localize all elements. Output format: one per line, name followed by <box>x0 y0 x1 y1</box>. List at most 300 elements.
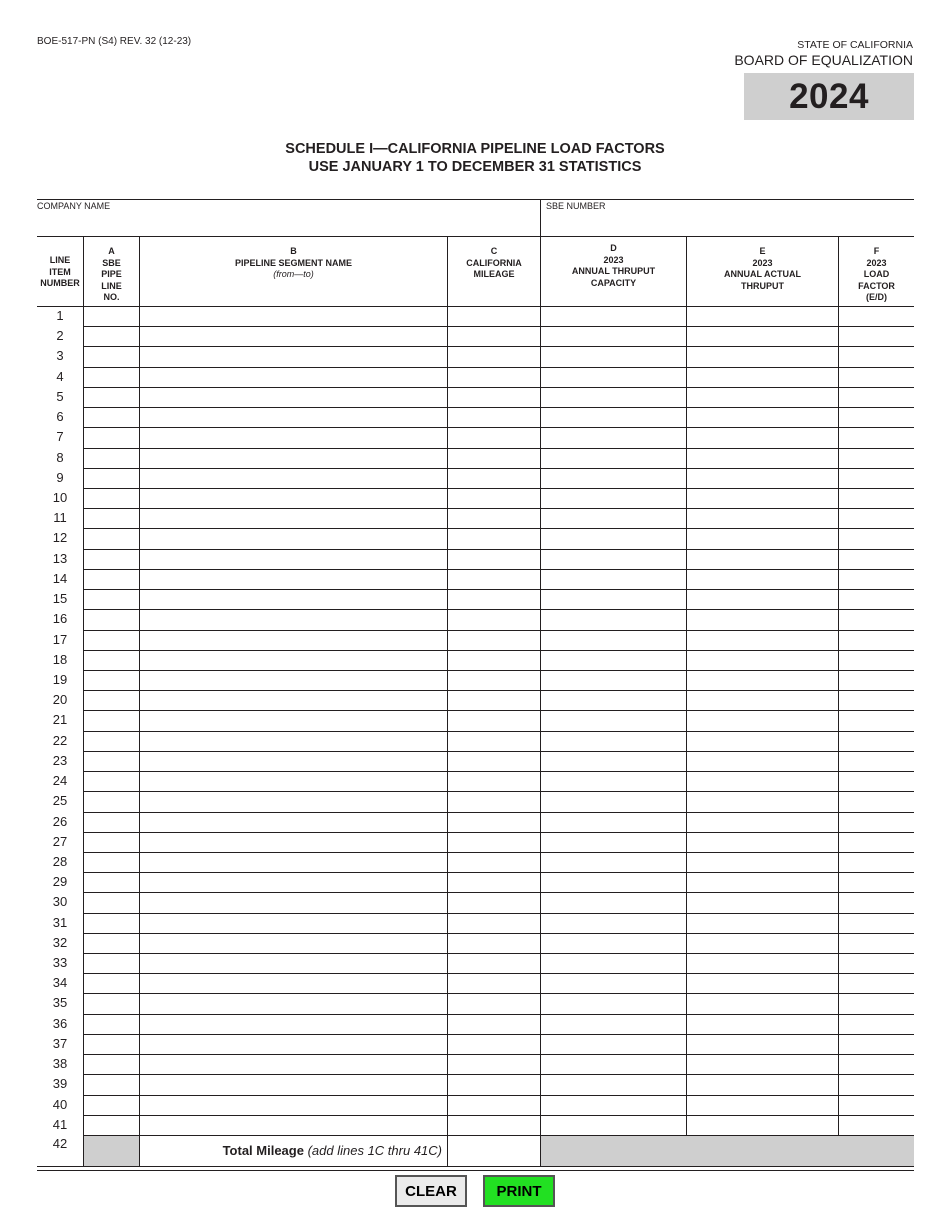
row-number: 39 <box>52 1076 68 1092</box>
row-20-col-c-input[interactable] <box>449 691 539 709</box>
row-5-col-b-input[interactable] <box>141 388 446 406</box>
row-41-col-e-input[interactable] <box>688 1116 837 1134</box>
column-divider <box>139 236 140 1166</box>
row-38-col-c-input[interactable] <box>449 1055 539 1073</box>
row-18-col-c-input[interactable] <box>449 651 539 669</box>
row-number: 14 <box>52 570 68 586</box>
row-27-col-c-input[interactable] <box>449 833 539 851</box>
row-14-col-a-input[interactable] <box>85 570 138 588</box>
row-28-col-e-input[interactable] <box>688 853 837 871</box>
row-9-col-d-input[interactable] <box>542 469 685 487</box>
row-10-col-c-input[interactable] <box>449 489 539 507</box>
row-6-col-e-input[interactable] <box>688 408 837 426</box>
row-number: 1 <box>56 308 64 323</box>
row-7-col-c-input[interactable] <box>449 428 539 446</box>
row-35-col-b-input[interactable] <box>141 994 446 1012</box>
header-text: E <box>759 246 766 256</box>
row-6-col-b-input[interactable] <box>141 408 446 426</box>
header-text: (E/D) <box>866 292 887 302</box>
divider <box>37 1170 914 1171</box>
row-36-col-d-input[interactable] <box>542 1015 685 1033</box>
row-36-col-b-input[interactable] <box>141 1015 446 1033</box>
row-28-col-d-input[interactable] <box>542 853 685 871</box>
row-33-col-b-input[interactable] <box>141 954 446 972</box>
row-9-col-f-input[interactable] <box>840 469 913 487</box>
row-34-col-d-input[interactable] <box>542 974 685 992</box>
row-16-col-c-input[interactable] <box>449 610 539 628</box>
row-32-col-c-input[interactable] <box>449 934 539 952</box>
row-12-col-b-input[interactable] <box>141 529 446 547</box>
row-23-col-c-input[interactable] <box>449 752 539 770</box>
row-41-col-f-input[interactable] <box>840 1116 913 1134</box>
row-21-col-d-input[interactable] <box>542 711 685 729</box>
divider <box>37 1166 914 1167</box>
total-label-note: (add lines 1C thru 41C) <box>307 1143 442 1158</box>
row-25-col-b-input[interactable] <box>141 792 446 810</box>
row-30-col-a-input[interactable] <box>85 893 138 911</box>
row-number: 36 <box>52 1015 68 1031</box>
row-29-col-a-input[interactable] <box>85 873 138 891</box>
row-4-col-a-input[interactable] <box>85 368 138 386</box>
row-number: 33 <box>52 955 68 971</box>
row-26-col-f-input[interactable] <box>840 813 913 831</box>
row-9-col-e-input[interactable] <box>688 469 837 487</box>
row-23-col-a-input[interactable] <box>85 752 138 770</box>
row-23-col-d-input[interactable] <box>542 752 685 770</box>
row-19-col-f-input[interactable] <box>840 671 913 689</box>
total-label-bold: Total Mileage <box>222 1143 304 1158</box>
row-4-col-c-input[interactable] <box>449 368 539 386</box>
row-40-col-c-input[interactable] <box>449 1096 539 1114</box>
row-21-col-c-input[interactable] <box>449 711 539 729</box>
row-27-col-b-input[interactable] <box>141 833 446 851</box>
row-15-col-f-input[interactable] <box>840 590 913 608</box>
row-16-col-f-input[interactable] <box>840 610 913 628</box>
row-4-col-b-input[interactable] <box>141 368 446 386</box>
row-37-col-f-input[interactable] <box>840 1035 913 1053</box>
row-29-col-d-input[interactable] <box>542 873 685 891</box>
row-22-col-f-input[interactable] <box>840 732 913 750</box>
row-10-col-b-input[interactable] <box>141 489 446 507</box>
row-3-col-b-input[interactable] <box>141 347 446 365</box>
row-39-col-b-input[interactable] <box>141 1075 446 1093</box>
row-25-col-d-input[interactable] <box>542 792 685 810</box>
row-27-col-f-input[interactable] <box>840 833 913 851</box>
row-15-col-e-input[interactable] <box>688 590 837 608</box>
row-17-col-d-input[interactable] <box>542 631 685 649</box>
row-28-col-b-input[interactable] <box>141 853 446 871</box>
row-17-col-b-input[interactable] <box>141 631 446 649</box>
row-8-col-f-input[interactable] <box>840 449 913 467</box>
row-28-col-f-input[interactable] <box>840 853 913 871</box>
print-button[interactable]: PRINT <box>483 1175 555 1207</box>
row-40-col-d-input[interactable] <box>542 1096 685 1114</box>
row-number: 8 <box>56 449 64 465</box>
row-27-col-e-input[interactable] <box>688 833 837 851</box>
row-35-col-f-input[interactable] <box>840 994 913 1012</box>
row-18-col-a-input[interactable] <box>85 651 138 669</box>
row-number: 13 <box>52 550 68 566</box>
row-10-col-e-input[interactable] <box>688 489 837 507</box>
row-35-col-e-input[interactable] <box>688 994 837 1012</box>
header-text: NUMBER <box>40 278 80 288</box>
row-16-col-e-input[interactable] <box>688 610 837 628</box>
row-3-col-f-input[interactable] <box>840 347 913 365</box>
row-13-col-f-input[interactable] <box>840 550 913 568</box>
row-9-col-a-input[interactable] <box>85 469 138 487</box>
row-20-col-a-input[interactable] <box>85 691 138 709</box>
row-11-col-b-input[interactable] <box>141 509 446 527</box>
row-29-col-f-input[interactable] <box>840 873 913 891</box>
row-30-col-b-input[interactable] <box>141 893 446 911</box>
row-7-col-f-input[interactable] <box>840 428 913 446</box>
row-4-col-f-input[interactable] <box>840 368 913 386</box>
row-12-col-c-input[interactable] <box>449 529 539 547</box>
row-number: 20 <box>52 692 68 708</box>
column-divider <box>83 236 84 1166</box>
row-9-col-b-input[interactable] <box>141 469 446 487</box>
row-22-col-a-input[interactable] <box>85 732 138 750</box>
row-15-col-b-input[interactable] <box>141 590 446 608</box>
row-19-col-e-input[interactable] <box>688 671 837 689</box>
row-35-col-c-input[interactable] <box>449 994 539 1012</box>
row-39-col-f-input[interactable] <box>840 1075 913 1093</box>
row-number: 4 <box>56 368 64 384</box>
row-2-col-a-input[interactable] <box>85 327 138 345</box>
row-6-col-f-input[interactable] <box>840 408 913 426</box>
header-text: SBE <box>102 257 121 268</box>
row-33-col-f-input[interactable] <box>840 954 913 972</box>
row-number: 5 <box>56 388 64 404</box>
row-25-col-a-input[interactable] <box>85 792 138 810</box>
row-3-col-d-input[interactable] <box>542 347 685 365</box>
row-14-col-c-input[interactable] <box>449 570 539 588</box>
row-30-col-d-input[interactable] <box>542 893 685 911</box>
row-39-col-e-input[interactable] <box>688 1075 837 1093</box>
row-12-col-a-input[interactable] <box>85 529 138 547</box>
row-32-col-f-input[interactable] <box>840 934 913 952</box>
row-11-col-f-input[interactable] <box>840 509 913 527</box>
row-12-col-f-input[interactable] <box>840 529 913 547</box>
row-15-col-c-input[interactable] <box>449 590 539 608</box>
row-number: 41 <box>52 1116 68 1132</box>
row-26-col-b-input[interactable] <box>141 813 446 831</box>
row-7-col-b-input[interactable] <box>141 428 446 446</box>
row-10-col-a-input[interactable] <box>85 489 138 507</box>
row-15-col-d-input[interactable] <box>542 590 685 608</box>
row-31-col-c-input[interactable] <box>449 914 539 932</box>
row-40-col-e-input[interactable] <box>688 1096 837 1114</box>
row-36-col-c-input[interactable] <box>449 1015 539 1033</box>
row-20-col-d-input[interactable] <box>542 691 685 709</box>
row-14-col-e-input[interactable] <box>688 570 837 588</box>
row-16-col-a-input[interactable] <box>85 610 138 628</box>
row-1-col-f-input[interactable] <box>840 307 913 325</box>
row-6-col-d-input[interactable] <box>542 408 685 426</box>
header-text: LINE <box>101 280 122 291</box>
row-25-col-e-input[interactable] <box>688 792 837 810</box>
row-37-col-e-input[interactable] <box>688 1035 837 1053</box>
row-21-col-e-input[interactable] <box>688 711 837 729</box>
clear-button[interactable]: CLEAR <box>395 1175 467 1207</box>
sbe-number-label: SBE NUMBER <box>546 201 606 211</box>
row-30-col-c-input[interactable] <box>449 893 539 911</box>
row-number: 31 <box>52 914 68 930</box>
row-number: 27 <box>52 833 68 849</box>
row-1-col-a-input[interactable] <box>85 307 138 325</box>
row-40-col-a-input[interactable] <box>85 1096 138 1114</box>
row-2-col-c-input[interactable] <box>449 327 539 345</box>
row-6-col-a-input[interactable] <box>85 408 138 426</box>
row-8-col-c-input[interactable] <box>449 449 539 467</box>
row-number: 18 <box>52 651 68 667</box>
row-21-col-a-input[interactable] <box>85 711 138 729</box>
schedule-subtitle: USE JANUARY 1 TO DECEMBER 31 STATISTICS <box>308 159 642 175</box>
row-number: 12 <box>52 530 68 546</box>
row-24-col-c-input[interactable] <box>449 772 539 790</box>
row-39-col-a-input[interactable] <box>85 1075 138 1093</box>
row-33-col-c-input[interactable] <box>449 954 539 972</box>
row-31-col-e-input[interactable] <box>688 914 837 932</box>
row-number: 19 <box>52 671 68 687</box>
divider <box>37 199 914 200</box>
row-22-col-d-input[interactable] <box>542 732 685 750</box>
row-31-col-f-input[interactable] <box>840 914 913 932</box>
row-36-col-e-input[interactable] <box>688 1015 837 1033</box>
column-divider <box>838 236 839 1136</box>
row-1-col-b-input[interactable] <box>141 307 446 325</box>
row-18-col-e-input[interactable] <box>688 651 837 669</box>
row-41-col-c-input[interactable] <box>449 1116 539 1134</box>
row-26-col-e-input[interactable] <box>688 813 837 831</box>
row-11-col-d-input[interactable] <box>542 509 685 527</box>
row-15-col-a-input[interactable] <box>85 590 138 608</box>
row-28-col-a-input[interactable] <box>85 853 138 871</box>
row-25-col-f-input[interactable] <box>840 792 913 810</box>
row-13-col-c-input[interactable] <box>449 550 539 568</box>
row-20-col-e-input[interactable] <box>688 691 837 709</box>
row-23-col-e-input[interactable] <box>688 752 837 770</box>
row-24-col-d-input[interactable] <box>542 772 685 790</box>
row-23-col-f-input[interactable] <box>840 752 913 770</box>
row-4-col-e-input[interactable] <box>688 368 837 386</box>
row-number: 28 <box>52 853 68 869</box>
row-3-col-e-input[interactable] <box>688 347 837 365</box>
row-16-col-d-input[interactable] <box>542 610 685 628</box>
row-34-col-e-input[interactable] <box>688 974 837 992</box>
row-37-col-b-input[interactable] <box>141 1035 446 1053</box>
row-38-col-b-input[interactable] <box>141 1055 446 1073</box>
header-text: C <box>490 246 498 256</box>
row-8-col-e-input[interactable] <box>688 449 837 467</box>
row-13-col-d-input[interactable] <box>542 550 685 568</box>
header-text: NO. <box>103 292 120 302</box>
row-19-col-a-input[interactable] <box>85 671 138 689</box>
row-14-col-d-input[interactable] <box>542 570 685 588</box>
row-17-col-e-input[interactable] <box>688 631 837 649</box>
row-27-col-a-input[interactable] <box>85 833 138 851</box>
row-19-col-c-input[interactable] <box>449 671 539 689</box>
row-11-col-a-input[interactable] <box>85 509 138 527</box>
row-number: 40 <box>52 1096 68 1112</box>
row-18-col-f-input[interactable] <box>840 651 913 669</box>
row-3-col-a-input[interactable] <box>85 347 138 365</box>
row-29-col-c-input[interactable] <box>449 873 539 891</box>
row-34-col-a-input[interactable] <box>85 974 138 992</box>
row-34-col-c-input[interactable] <box>449 974 539 992</box>
row-8-col-a-input[interactable] <box>85 449 138 467</box>
row-7-col-d-input[interactable] <box>542 428 685 446</box>
row-41-col-b-input[interactable] <box>141 1116 446 1134</box>
header-text: B <box>290 246 297 256</box>
row-13-col-b-input[interactable] <box>141 550 446 568</box>
row-number: 16 <box>52 611 68 627</box>
row-number: 30 <box>52 894 68 910</box>
row-4-col-d-input[interactable] <box>542 368 685 386</box>
row-26-col-a-input[interactable] <box>85 813 138 831</box>
row-2-col-f-input[interactable] <box>840 327 913 345</box>
row-18-col-b-input[interactable] <box>141 651 446 669</box>
row-19-col-b-input[interactable] <box>141 671 446 689</box>
row-21-col-f-input[interactable] <box>840 711 913 729</box>
row-27-col-d-input[interactable] <box>542 833 685 851</box>
row-24-col-f-input[interactable] <box>840 772 913 790</box>
row-38-col-f-input[interactable] <box>840 1055 913 1073</box>
row-32-col-b-input[interactable] <box>141 934 446 952</box>
row-17-col-a-input[interactable] <box>85 631 138 649</box>
row-22-col-e-input[interactable] <box>688 732 837 750</box>
agency-label: BOARD OF EQUALIZATION <box>734 52 913 68</box>
row-41-col-a-input[interactable] <box>85 1116 138 1134</box>
row-41-col-d-input[interactable] <box>542 1116 685 1134</box>
row-5-col-d-input[interactable] <box>542 388 685 406</box>
row-8-col-d-input[interactable] <box>542 449 685 467</box>
row-8-col-b-input[interactable] <box>141 449 446 467</box>
row-31-col-a-input[interactable] <box>85 914 138 932</box>
row-21-col-b-input[interactable] <box>141 711 446 729</box>
row-33-col-a-input[interactable] <box>85 954 138 972</box>
row-2-col-b-input[interactable] <box>141 327 446 345</box>
row-38-col-d-input[interactable] <box>542 1055 685 1073</box>
row-20-col-b-input[interactable] <box>141 691 446 709</box>
row-number: 6 <box>56 409 64 425</box>
row-9-col-c-input[interactable] <box>449 469 539 487</box>
row-32-col-e-input[interactable] <box>688 934 837 952</box>
row-1-col-c-input[interactable] <box>449 307 539 325</box>
row-20-col-f-input[interactable] <box>840 691 913 709</box>
row-24-col-e-input[interactable] <box>688 772 837 790</box>
row-35-col-d-input[interactable] <box>542 994 685 1012</box>
row-39-col-d-input[interactable] <box>542 1075 685 1093</box>
row-23-col-b-input[interactable] <box>141 752 446 770</box>
row-7-col-e-input[interactable] <box>688 428 837 446</box>
row-38-col-e-input[interactable] <box>688 1055 837 1073</box>
row-34-col-b-input[interactable] <box>141 974 446 992</box>
row-13-col-e-input[interactable] <box>688 550 837 568</box>
row-37-col-d-input[interactable] <box>542 1035 685 1053</box>
row-14-col-b-input[interactable] <box>141 570 446 588</box>
row-33-col-d-input[interactable] <box>542 954 685 972</box>
row-3-col-c-input[interactable] <box>449 347 539 365</box>
company-name-input[interactable] <box>37 212 537 235</box>
row-26-col-c-input[interactable] <box>449 813 539 831</box>
row-13-col-a-input[interactable] <box>85 550 138 568</box>
row-12-col-d-input[interactable] <box>542 529 685 547</box>
row-10-col-f-input[interactable] <box>840 489 913 507</box>
row-5-col-e-input[interactable] <box>688 388 837 406</box>
state-label: STATE OF CALIFORNIA <box>797 39 913 51</box>
row-28-col-c-input[interactable] <box>449 853 539 871</box>
row-5-col-c-input[interactable] <box>449 388 539 406</box>
row-22-col-c-input[interactable] <box>449 732 539 750</box>
total-mileage-input[interactable] <box>448 1137 539 1165</box>
row-25-col-c-input[interactable] <box>449 792 539 810</box>
row-26-col-d-input[interactable] <box>542 813 685 831</box>
row-32-col-d-input[interactable] <box>542 934 685 952</box>
row-number: 35 <box>52 995 68 1011</box>
row-38-col-a-input[interactable] <box>85 1055 138 1073</box>
row-37-col-a-input[interactable] <box>85 1035 138 1053</box>
row-30-col-e-input[interactable] <box>688 893 837 911</box>
row-1-col-d-input[interactable] <box>542 307 685 325</box>
row-17-col-f-input[interactable] <box>840 631 913 649</box>
row-22-col-b-input[interactable] <box>141 732 446 750</box>
row-12-col-e-input[interactable] <box>688 529 837 547</box>
row-33-col-e-input[interactable] <box>688 954 837 972</box>
header-col-a <box>84 246 139 304</box>
row-31-col-d-input[interactable] <box>542 914 685 932</box>
header-text: CAPACITY <box>590 277 637 288</box>
row-2-col-d-input[interactable] <box>542 327 685 345</box>
header-text: D <box>610 243 617 253</box>
row-number: 32 <box>52 934 68 950</box>
row-17-col-c-input[interactable] <box>449 631 539 649</box>
row-number: 42 <box>52 1136 68 1151</box>
row-35-col-a-input[interactable] <box>85 994 138 1012</box>
row-29-col-e-input[interactable] <box>688 873 837 891</box>
row-6-col-c-input[interactable] <box>449 408 539 426</box>
row-31-col-b-input[interactable] <box>141 914 446 932</box>
row-14-col-f-input[interactable] <box>840 570 913 588</box>
row-40-col-f-input[interactable] <box>840 1096 913 1114</box>
row-10-col-d-input[interactable] <box>542 489 685 507</box>
row-39-col-c-input[interactable] <box>449 1075 539 1093</box>
row-37-col-c-input[interactable] <box>449 1035 539 1053</box>
row-36-col-f-input[interactable] <box>840 1015 913 1033</box>
row-36-col-a-input[interactable] <box>85 1015 138 1033</box>
row-30-col-f-input[interactable] <box>840 893 913 911</box>
row-34-col-f-input[interactable] <box>840 974 913 992</box>
row-16-col-b-input[interactable] <box>141 610 446 628</box>
row-1-col-e-input[interactable] <box>688 307 837 325</box>
row-7-col-a-input[interactable] <box>85 428 138 446</box>
row-29-col-b-input[interactable] <box>141 873 446 891</box>
row-40-col-b-input[interactable] <box>141 1096 446 1114</box>
row-11-col-c-input[interactable] <box>449 509 539 527</box>
sbe-number-input[interactable] <box>543 212 911 235</box>
row-5-col-f-input[interactable] <box>840 388 913 406</box>
row-2-col-e-input[interactable] <box>688 327 837 345</box>
row-32-col-a-input[interactable] <box>85 934 138 952</box>
row-18-col-d-input[interactable] <box>542 651 685 669</box>
row-5-col-a-input[interactable] <box>85 388 138 406</box>
row-19-col-d-input[interactable] <box>542 671 685 689</box>
row-11-col-e-input[interactable] <box>688 509 837 527</box>
row-number: 22 <box>52 732 68 748</box>
row-24-col-b-input[interactable] <box>141 772 446 790</box>
header-text: F <box>873 246 880 256</box>
row-24-col-a-input[interactable] <box>85 772 138 790</box>
